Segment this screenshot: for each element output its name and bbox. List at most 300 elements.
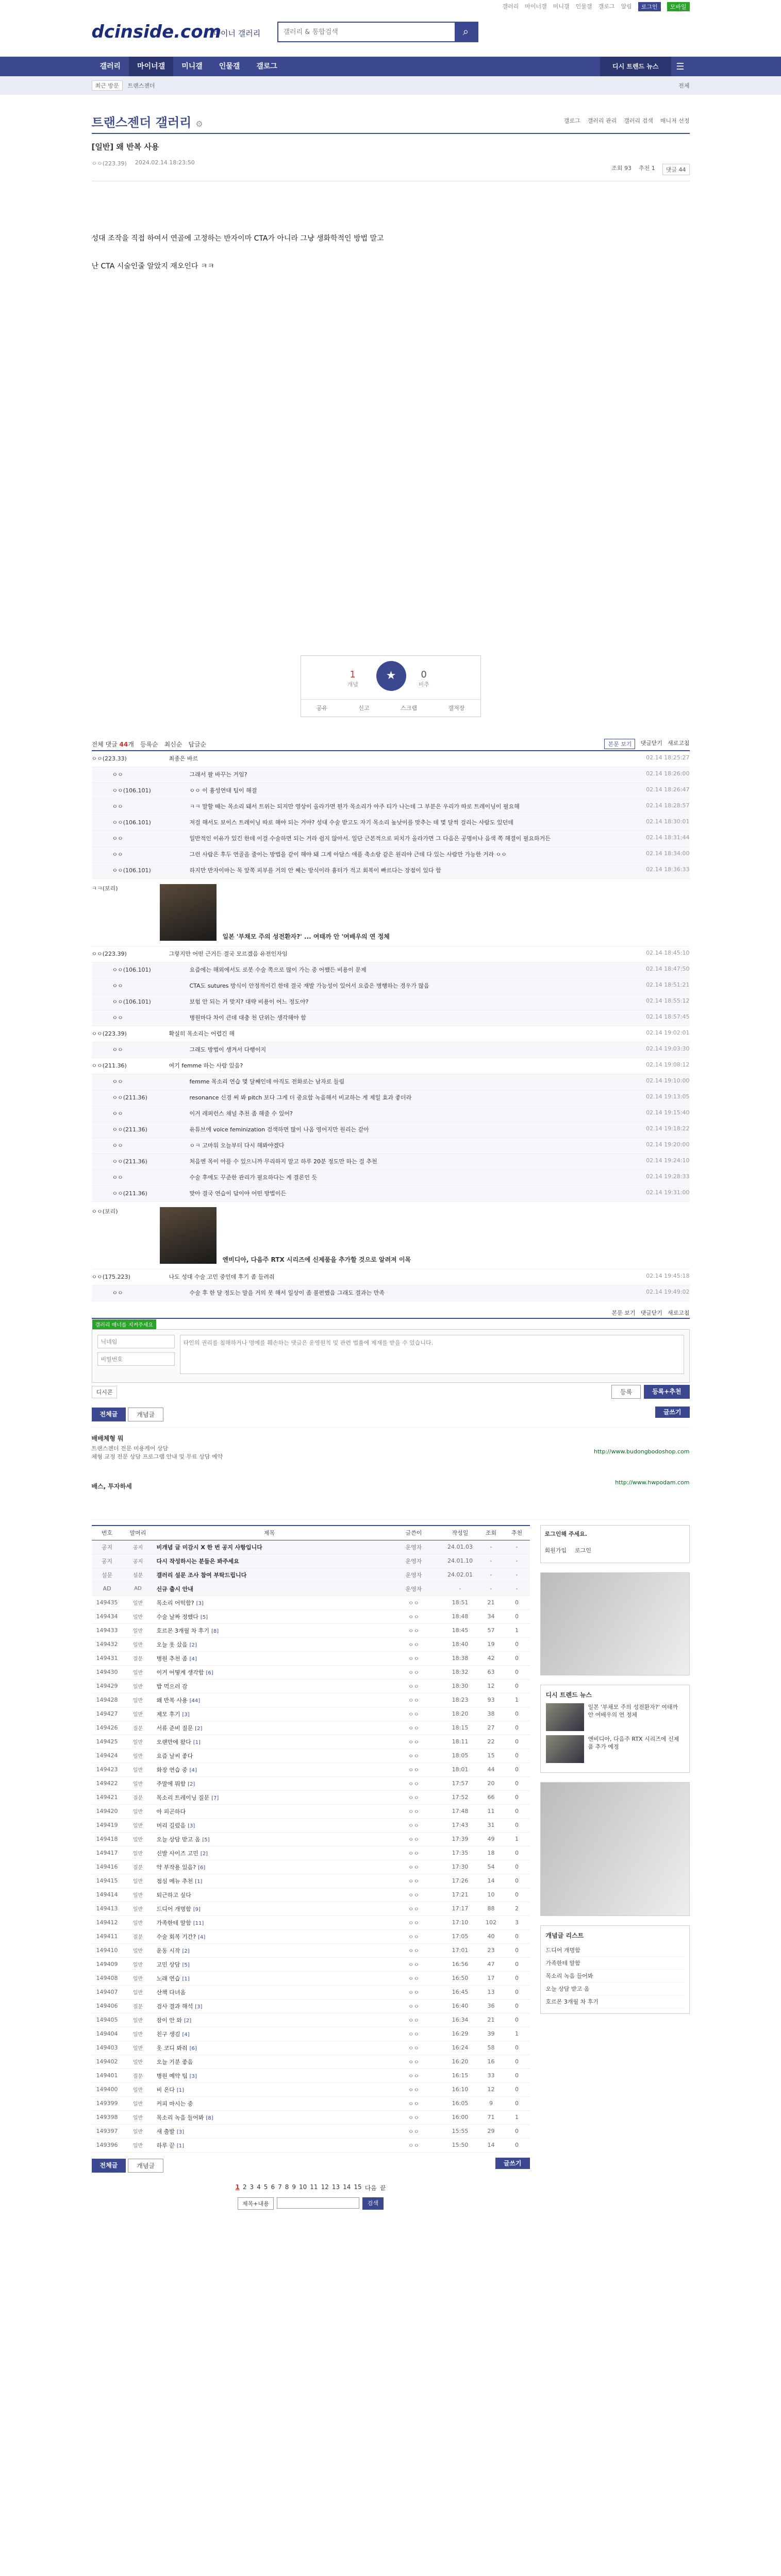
list-concept-button[interactable]: 개념글 (128, 2159, 163, 2173)
cell-writer[interactable]: ㅇㅇ (386, 1929, 442, 1943)
dcinside-logo[interactable]: dcinside.com (91, 22, 221, 42)
comment-nick[interactable]: ㅇㅇ(223.39) (91, 1030, 127, 1037)
cell-writer[interactable]: ㅇㅇ (386, 1665, 442, 1679)
util-link-minor[interactable]: 마이너갤 (525, 3, 547, 10)
page-link[interactable]: 5 (263, 2183, 268, 2191)
comment-nick[interactable]: ㅇㅇ (112, 1290, 123, 1296)
cell-writer[interactable]: ㅇㅇ (386, 1707, 442, 1721)
cell-writer[interactable]: ㅇㅇ (386, 1651, 442, 1665)
table-row[interactable] (92, 1916, 530, 1929)
table-row[interactable] (92, 2041, 530, 2055)
cell-writer[interactable]: ㅇㅇ (386, 1637, 442, 1651)
cell-title[interactable]: 검사 결과 해석 [3] (154, 1999, 386, 2013)
upvote-button[interactable]: ★ (376, 661, 406, 691)
comment-nick[interactable]: ㅇㅇ (112, 1078, 123, 1085)
cell-title[interactable]: 신발 사이즈 고민 [2] (154, 1846, 386, 1860)
cell-reco: 0 (504, 1804, 530, 1818)
cell-writer[interactable]: ㅇㅇ (386, 1596, 442, 1609)
cell-title[interactable]: 드디어 개명함 [9] (154, 1902, 386, 1916)
menu-icon[interactable]: ☰ (676, 61, 685, 72)
cell-writer[interactable]: ㅇㅇ (386, 1943, 442, 1957)
cell-title[interactable]: 약 부작용 있음? [6] (154, 1860, 386, 1874)
search-icon[interactable]: ⌕ (455, 23, 477, 41)
cell-comment-count[interactable]: [8] (211, 1628, 219, 1634)
table-row[interactable] (92, 2082, 530, 2096)
mobile-button[interactable]: 모바일 (667, 2, 690, 11)
cell-comment-count[interactable]: [4] (198, 1934, 206, 1940)
table-row[interactable] (92, 2110, 530, 2124)
notice-row[interactable] (92, 1582, 530, 1596)
comment-nick[interactable]: ㅇㅇ (112, 771, 123, 778)
gallery-link-manage[interactable]: 갤러리 관리 (587, 117, 617, 124)
ad-url[interactable]: http://www.budongbodoshop.com (593, 1448, 690, 1455)
side-ad-image[interactable] (540, 1572, 690, 1675)
page-link[interactable]: 9 (292, 2183, 296, 2191)
gnb-gallog[interactable]: 갤로그 (256, 62, 277, 71)
page-link[interactable]: 8 (285, 2183, 289, 2191)
post-author[interactable]: ㅇㅇ(223.39) (91, 160, 127, 167)
page-end[interactable]: 끝 (379, 2184, 386, 2192)
share-button[interactable]: 공유 (316, 705, 327, 711)
save-button[interactable]: 갤저장 (448, 705, 465, 711)
search-type-select[interactable]: 제목+내용 (238, 2197, 274, 2210)
table-row[interactable] (92, 2124, 530, 2138)
cell-writer[interactable]: ㅇㅇ (386, 2082, 442, 2096)
gear-icon[interactable]: ⚙ (195, 119, 203, 129)
cell-writer[interactable]: 운영자 (386, 1582, 442, 1596)
table-row[interactable] (92, 1623, 530, 1637)
close-comments-button-2[interactable]: 댓글닫기 (640, 1310, 662, 1316)
cell-title[interactable]: 오랜만에 왔다 [1] (154, 1735, 386, 1749)
cell-writer[interactable]: ㅇㅇ (386, 1609, 442, 1623)
table-row[interactable] (92, 1818, 530, 1832)
cell-comment-count[interactable]: [6] (189, 2045, 197, 2052)
cell-title[interactable]: 서류 준비 질문 [2] (154, 1721, 386, 1735)
cell-writer[interactable]: ㅇㅇ (386, 1971, 442, 1985)
cell-comment-count[interactable]: [5] (182, 1962, 190, 1968)
table-row[interactable] (92, 2069, 530, 2082)
cell-views: 17 (478, 1971, 504, 1985)
cell-writer[interactable]: ㅇㅇ (386, 1721, 442, 1735)
table-row[interactable] (92, 1832, 530, 1846)
table-row[interactable] (92, 1957, 530, 1971)
downvote-button[interactable]: 0 비추 (418, 669, 429, 688)
cell-writer[interactable]: ㅇㅇ (386, 1832, 442, 1846)
cell-writer[interactable]: ㅇㅇ (386, 1874, 442, 1888)
ad-url-2[interactable]: http://www.hwpodam.com (615, 1479, 690, 1486)
table-row[interactable] (92, 1665, 530, 1679)
cell-writer[interactable]: ㅇㅇ (386, 1860, 442, 1874)
cell-title[interactable]: 새 출발 [3] (154, 2124, 386, 2138)
sort-registered[interactable]: 등록순 (140, 741, 158, 748)
cell-title[interactable]: 오늘 상담 받고 옴 [5] (154, 1832, 386, 1846)
close-comments-button[interactable]: 댓글닫기 (640, 740, 662, 747)
table-row[interactable] (92, 1707, 530, 1721)
cell-writer[interactable]: ㅇㅇ (386, 2069, 442, 2082)
cell-comment-count[interactable]: [4] (189, 1656, 197, 1662)
comment-nick[interactable]: ㅇㅇ(175.223) (91, 1274, 130, 1280)
cell-comment-count[interactable]: [1] (176, 2143, 185, 2149)
table-row[interactable] (92, 1846, 530, 1860)
cell-title[interactable]: 수술 회복 기간? [4] (154, 1929, 386, 1943)
notice-row[interactable] (92, 1568, 530, 1582)
cell-title[interactable]: 목소리 어떡함? [3] (154, 1596, 386, 1609)
table-row[interactable] (92, 1874, 530, 1888)
post-comment-count[interactable]: 댓글 44 (662, 164, 690, 175)
cell-title[interactable]: 오늘 기분 좋음 (154, 2055, 386, 2069)
refresh-button-2[interactable]: 새로고침 (667, 1310, 690, 1316)
comment-nick[interactable]: ㅇㅇ (112, 803, 123, 810)
cell-views: 88 (478, 1902, 504, 1916)
cell-title[interactable]: 밥 먹으러 감 (154, 1679, 386, 1693)
cell-title[interactable]: 병원 예약 팁 [3] (154, 2069, 386, 2082)
comment-nick[interactable]: ㅇㅇ (112, 851, 123, 858)
side-login-button[interactable]: 로그인 (575, 1547, 591, 1554)
comment-nick[interactable]: ㅇㅇ(211.36) (112, 1158, 147, 1165)
table-row[interactable] (92, 1888, 530, 1902)
rank-item[interactable]: 드디어 개명함 (546, 1944, 684, 1957)
cell-comment-count[interactable]: [4] (182, 2031, 190, 2038)
comment-nick[interactable]: ㅇㅇ (112, 1110, 123, 1117)
gnb-person[interactable]: 인물갤 (219, 62, 240, 71)
login-button[interactable]: 로그인 (638, 2, 661, 11)
table-row[interactable] (92, 1999, 530, 2013)
page-link[interactable]: 2 (242, 2183, 247, 2191)
cell-title[interactable]: 아 피곤하다 (154, 1804, 386, 1818)
cell-title[interactable]: 목소리 트레이닝 질문 [7] (154, 1790, 386, 1804)
table-row[interactable] (92, 1609, 530, 1623)
cell-title[interactable]: 점심 메뉴 추천 [1] (154, 1874, 386, 1888)
comment-textarea[interactable] (180, 1335, 684, 1374)
table-row[interactable] (92, 2013, 530, 2027)
cell-title[interactable]: 요즘 날씨 좋다 (154, 1749, 386, 1762)
page-link[interactable]: 12 (321, 2183, 329, 2191)
cell-comment-count[interactable]: [3] (195, 2004, 203, 2010)
gallery-title-bar (92, 104, 690, 134)
dccon-caption[interactable]: 일본 '부채모 주의 성전환자?' ... 여태까 안 '여배우의 연 정체 (222, 933, 390, 940)
cell-comment-count[interactable]: [4] (189, 1767, 197, 1773)
table-row[interactable] (92, 1943, 530, 1957)
cell-writer[interactable]: ㅇㅇ (386, 1749, 442, 1762)
cell-comment-count[interactable]: [5] (202, 1837, 210, 1843)
table-row[interactable] (92, 2027, 530, 2041)
cell-comment-count[interactable]: [8] (206, 2115, 213, 2121)
cell-views: 15 (478, 1749, 504, 1762)
cell-writer[interactable]: ㅇㅇ (386, 2110, 442, 2124)
cell-comment-count[interactable]: [1] (193, 1739, 201, 1745)
comment-nick[interactable]: ㅇㅇ(211.36) (112, 1126, 147, 1133)
list-search-button[interactable]: 검색 (362, 2197, 384, 2210)
cell-title[interactable]: 오늘 옷 샀음 [2] (154, 1637, 386, 1651)
cell-comment-count[interactable]: [6] (206, 1670, 213, 1676)
cell-comment-count[interactable]: [5] (200, 1614, 208, 1620)
cell-no: 149418 (92, 1832, 123, 1846)
gallery-link-search[interactable]: 갤러리 검색 (624, 117, 653, 124)
notice-row[interactable] (92, 1554, 530, 1568)
cell-title[interactable]: 노래 연습 [1] (154, 1971, 386, 1985)
list-all-button[interactable]: 전체글 (92, 2159, 126, 2173)
cell-title[interactable]: 고민 상담 [5] (154, 1957, 386, 1971)
write-button[interactable]: 글쓰기 (655, 1406, 690, 1418)
cell-writer[interactable]: ㅇㅇ (386, 1916, 442, 1929)
cell-comment-count[interactable]: [2] (188, 1781, 195, 1787)
cell-title[interactable]: 호르몬 3개월 차 후기 [8] (154, 1623, 386, 1637)
comment-nick[interactable]: ㅇㅇ(223.33) (91, 755, 127, 762)
news-item[interactable]: 엔비디아, 다음주 RTX 시리즈에 신제품 추가 예정 (546, 1735, 684, 1763)
ad-title-2[interactable]: 배스, 투자하세 (91, 1483, 132, 1490)
comment-nick[interactable]: ㅇㅇ(211.36) (112, 1094, 147, 1101)
table-row[interactable] (92, 1929, 530, 1943)
table-row[interactable] (92, 1721, 530, 1735)
cell-writer[interactable]: ㅇㅇ (386, 2055, 442, 2069)
rank-item[interactable]: 가족한테 말함 (546, 1957, 684, 1970)
cell-comment-count[interactable]: [1] (182, 1976, 190, 1982)
comment-nick[interactable]: ㅇㅇ(211.36) (112, 1190, 147, 1197)
page-link[interactable]: 15 (354, 2183, 362, 2191)
cell-writer[interactable]: ㅇㅇ (386, 1693, 442, 1707)
list-search-input[interactable] (277, 2197, 359, 2209)
trend-news-button[interactable]: 디시 트렌드 뉴스 (600, 57, 671, 76)
concept-posts-button[interactable]: 개념글 (128, 1408, 163, 1421)
recent-visit-all[interactable]: 전체 (678, 82, 690, 89)
cell-title[interactable]: 옷 코디 봐줘 [6] (154, 2041, 386, 2055)
util-link-person[interactable]: 인물갤 (575, 3, 592, 10)
cell-comment-count[interactable]: [44] (189, 1698, 201, 1704)
report-button[interactable]: 신고 (358, 705, 370, 711)
cell-title[interactable]: 병원 추천 좀 [4] (154, 1651, 386, 1665)
cell-writer[interactable]: ㅇㅇ (386, 1957, 442, 1971)
cell-writer[interactable]: 운영자 (386, 1540, 442, 1554)
dccon-caption[interactable]: 엔비디아, 다음주 RTX 시리즈에 신제품을 추가할 것으로 알려져 이목 (222, 1256, 411, 1263)
cell-no: 149424 (92, 1749, 123, 1762)
gnb-minor[interactable]: 마이너갤 (129, 57, 173, 76)
cell-title[interactable]: 비 온다 [1] (154, 2082, 386, 2096)
rank-item[interactable]: 목소리 녹음 들어봐 (546, 1970, 684, 1982)
cell-title[interactable]: 퇴근하고 싶다 (154, 1888, 386, 1902)
gallery-link-gallog[interactable]: 갤로그 (563, 117, 580, 124)
refresh-button[interactable]: 새로고침 (667, 740, 690, 747)
cell-comment-count[interactable]: [1] (176, 2087, 185, 2093)
page-link[interactable]: 3 (250, 2183, 254, 2191)
util-link-alarm[interactable]: 알림 (621, 3, 632, 10)
table-row[interactable] (92, 1790, 530, 1804)
cell-writer[interactable]: 운영자 (386, 1554, 442, 1568)
cell-writer[interactable]: ㅇㅇ (386, 1804, 442, 1818)
cell-writer[interactable]: ㅇㅇ (386, 2027, 442, 2041)
rank-item[interactable]: 호르몬 3개월 차 후기 (546, 1995, 684, 2008)
cell-title[interactable]: 비개념 글 미감시 X 한 번 공지 사항입니다 (154, 1540, 386, 1554)
cell-title[interactable]: 머리 길렀음 [3] (154, 1818, 386, 1832)
gallery-link-manager[interactable]: 매니저 선정 (660, 117, 690, 124)
cell-reco: 0 (504, 2055, 530, 2069)
table-row[interactable] (92, 1679, 530, 1693)
cell-title[interactable]: 수술 날짜 정했다 [5] (154, 1609, 386, 1623)
cell-writer[interactable]: ㅇㅇ (386, 1679, 442, 1693)
cell-writer[interactable]: ㅇㅇ (386, 1846, 442, 1860)
cell-writer[interactable]: 운영자 (386, 1568, 442, 1582)
cell-comment-count[interactable]: [2] (195, 1725, 203, 1732)
page-link[interactable]: 4 (257, 2183, 261, 2191)
cell-comment-count[interactable]: [2] (182, 1948, 190, 1954)
cell-writer[interactable]: ㅇㅇ (386, 1623, 442, 1637)
cell-writer[interactable]: ㅇㅇ (386, 2138, 442, 2152)
cell-comment-count[interactable]: [3] (188, 1823, 195, 1829)
reply-comment (92, 1138, 690, 1154)
all-posts-button[interactable]: 전체글 (92, 1408, 126, 1421)
comment-nick[interactable]: ㅇㅇ(106.101) (112, 967, 151, 973)
ad-title[interactable]: 배배체형 뭐 (91, 1435, 124, 1442)
table-row[interactable] (92, 1749, 530, 1762)
signup-button[interactable]: 회원가입 (544, 1547, 567, 1554)
table-row[interactable] (92, 1762, 530, 1776)
cell-comment-count[interactable]: [11] (193, 1920, 204, 1926)
table-row[interactable] (92, 1971, 530, 1985)
comment-nick[interactable]: ㅇㅇ (112, 982, 123, 989)
cell-title[interactable]: 운동 시작 [2] (154, 1943, 386, 1957)
cell-title[interactable]: 신규 출시 안내 (154, 1582, 386, 1596)
cell-title[interactable]: 산책 다녀옴 (154, 1985, 386, 1999)
recent-visit-item[interactable]: 트랜스젠더 (127, 82, 155, 89)
cell-comment-count[interactable]: [3] (182, 1711, 190, 1718)
comment-nick[interactable]: ㅋㅋ(보리) (91, 885, 118, 892)
cell-comment-count[interactable]: [2] (200, 1851, 208, 1857)
page-link[interactable]: 14 (343, 2183, 351, 2191)
cell-comment-count[interactable]: [3] (196, 1600, 204, 1606)
table-row[interactable] (92, 1804, 530, 1818)
gallery-title[interactable]: 트랜스젠더 갤러리 ⚙ (91, 115, 203, 130)
cell-comment-count[interactable]: [2] (189, 1642, 197, 1648)
comment-nick[interactable]: ㅇㅇ(106.101) (112, 998, 151, 1005)
comment-nick[interactable]: ㅇㅇ (112, 1014, 123, 1021)
sort-reply[interactable]: 답글순 (188, 741, 207, 748)
cell-title[interactable]: 다시 작성하시는 분들은 봐주세요 (154, 1554, 386, 1568)
comment-nick[interactable]: ㅇㅇ (112, 1142, 123, 1149)
cell-title[interactable]: 하루 끝 [1] (154, 2138, 386, 2152)
list-write-button[interactable]: 글쓰기 (495, 2158, 530, 2169)
search-input[interactable] (278, 23, 454, 41)
page-link[interactable]: 1 (235, 2183, 240, 2191)
submit-reco-button[interactable]: 등록+추천 (644, 1385, 689, 1399)
util-link-mini[interactable]: 미니갤 (553, 3, 570, 10)
cell-title[interactable]: 이거 어떻게 생각함 [6] (154, 1665, 386, 1679)
comment-nick[interactable]: ㅇㅇ(보리) (91, 1208, 118, 1215)
cell-writer[interactable]: ㅇㅇ (386, 1902, 442, 1916)
cell-title[interactable]: 잠이 안 와 [2] (154, 2013, 386, 2027)
cell-writer[interactable]: ㅇㅇ (386, 1776, 442, 1790)
page-link[interactable]: 13 (331, 2183, 340, 2191)
table-row[interactable] (92, 1693, 530, 1707)
table-row[interactable] (92, 1637, 530, 1651)
table-row[interactable] (92, 1735, 530, 1749)
cell-writer[interactable]: ㅇㅇ (386, 1888, 442, 1902)
cell-title[interactable]: 주말에 뭐함 [2] (154, 1776, 386, 1790)
cell-title[interactable]: 왜 반복 사용 [44] (154, 1693, 386, 1707)
cell-title[interactable]: 화장 연습 중 [4] (154, 1762, 386, 1776)
password-field[interactable] (97, 1352, 175, 1366)
cell-title[interactable]: 제모 후기 [3] (154, 1707, 386, 1721)
cell-comment-count[interactable]: [6] (198, 1865, 206, 1871)
cell-comment-count[interactable]: [7] (211, 1795, 219, 1801)
cell-writer[interactable]: ㅇㅇ (386, 1790, 442, 1804)
notice-row[interactable] (92, 1540, 530, 1554)
util-link-gallog[interactable]: 갤로그 (598, 3, 615, 10)
table-row[interactable] (92, 1860, 530, 1874)
cell-writer[interactable]: ㅇㅇ (386, 1999, 442, 2013)
table-row[interactable] (92, 2138, 530, 2152)
cell-writer[interactable]: ㅇㅇ (386, 1735, 442, 1749)
page-link[interactable]: 10 (299, 2183, 307, 2191)
cell-title[interactable]: 목소리 녹음 들어봐 [8] (154, 2110, 386, 2124)
table-row[interactable] (92, 1596, 530, 1609)
gnb-gallery[interactable]: 갤러리 (99, 62, 121, 71)
nickname-field[interactable] (97, 1335, 175, 1348)
table-row[interactable] (92, 2096, 530, 2110)
rank-item[interactable]: 오늘 상담 받고 옴 (546, 1982, 684, 1995)
cell-comment-count[interactable]: [2] (184, 2018, 192, 2024)
cell-comment-count[interactable]: [3] (176, 2129, 185, 2135)
upvote-count: 1 개념 (347, 669, 358, 688)
table-row[interactable] (92, 1985, 530, 1999)
page-link[interactable]: 7 (278, 2183, 282, 2191)
util-link-gallery[interactable]: 갤러리 (502, 3, 519, 10)
side-ad-image-2[interactable] (540, 1782, 690, 1916)
cell-writer[interactable]: ㅇㅇ (386, 1985, 442, 1999)
cell-writer[interactable]: ㅇㅇ (386, 2041, 442, 2055)
submit-comment-button[interactable]: 등록 (611, 1385, 641, 1399)
sort-latest[interactable]: 최신순 (164, 741, 182, 748)
cell-comment-count[interactable]: [3] (189, 2073, 197, 2079)
ad-subtitle[interactable]: 트랜스젠더 전문 미용케어 상담 (91, 1445, 169, 1452)
comment-nick[interactable]: ㅇㅇ (112, 835, 123, 842)
cell-date: 18:11 (442, 1735, 478, 1749)
cell-no: 149402 (92, 2055, 123, 2069)
table-row[interactable] (92, 1651, 530, 1665)
comment-nick[interactable]: ㅇㅇ(211.36) (91, 1062, 127, 1069)
table-row[interactable] (92, 1902, 530, 1916)
page-next[interactable]: 다음 (364, 2184, 377, 2192)
comment-nick[interactable]: ㅇㅇ(106.101) (112, 787, 151, 794)
page-link[interactable]: 11 (310, 2183, 318, 2191)
trend-news-box (540, 1685, 690, 1773)
col-head[interactable]: 말머리 (123, 1526, 154, 1540)
comment-nick[interactable]: ㅇㅇ (112, 1046, 123, 1053)
cell-writer[interactable]: ㅇㅇ (386, 2096, 442, 2110)
cell-writer[interactable]: ㅇㅇ (386, 2013, 442, 2027)
scrap-button[interactable]: 스크랩 (401, 705, 417, 711)
view-post-button[interactable]: 본문 보기 (604, 739, 635, 749)
cell-writer[interactable]: ㅇㅇ (386, 1762, 442, 1776)
table-row[interactable] (92, 1776, 530, 1790)
dccon-button[interactable]: 디시콘 (92, 1386, 118, 1398)
comment-nick[interactable]: ㅇㅇ(106.101) (112, 867, 151, 874)
cell-comment-count[interactable]: [9] (193, 1906, 201, 1912)
news-item[interactable]: 일본 '부채모 주의 성전환자?' 여태까 안 여배우의 연 정체 (546, 1703, 684, 1731)
gnb-mini[interactable]: 미니갤 (181, 62, 203, 71)
cell-title[interactable]: 커피 마시는 중 (154, 2096, 386, 2110)
cell-writer[interactable]: ㅇㅇ (386, 1818, 442, 1832)
table-row[interactable] (92, 2055, 530, 2069)
comment-nick[interactable]: ㅇㅇ(223.39) (91, 951, 127, 957)
page-link[interactable]: 6 (271, 2183, 275, 2191)
cell-comment-count[interactable]: [1] (195, 1878, 203, 1885)
cell-writer[interactable]: ㅇㅇ (386, 2124, 442, 2138)
comment-nick[interactable]: ㅇㅇ (112, 1174, 123, 1181)
cell-title[interactable]: 가족한테 말함 [11] (154, 1916, 386, 1929)
cell-title[interactable]: 갤러리 설문 조사 참여 부탁드립니다 (154, 1568, 386, 1582)
cell-title[interactable]: 친구 생김 [4] (154, 2027, 386, 2041)
view-post-button-2[interactable]: 본문 보기 (611, 1310, 636, 1316)
comment-nick[interactable]: ㅇㅇ(106.101) (112, 819, 151, 826)
